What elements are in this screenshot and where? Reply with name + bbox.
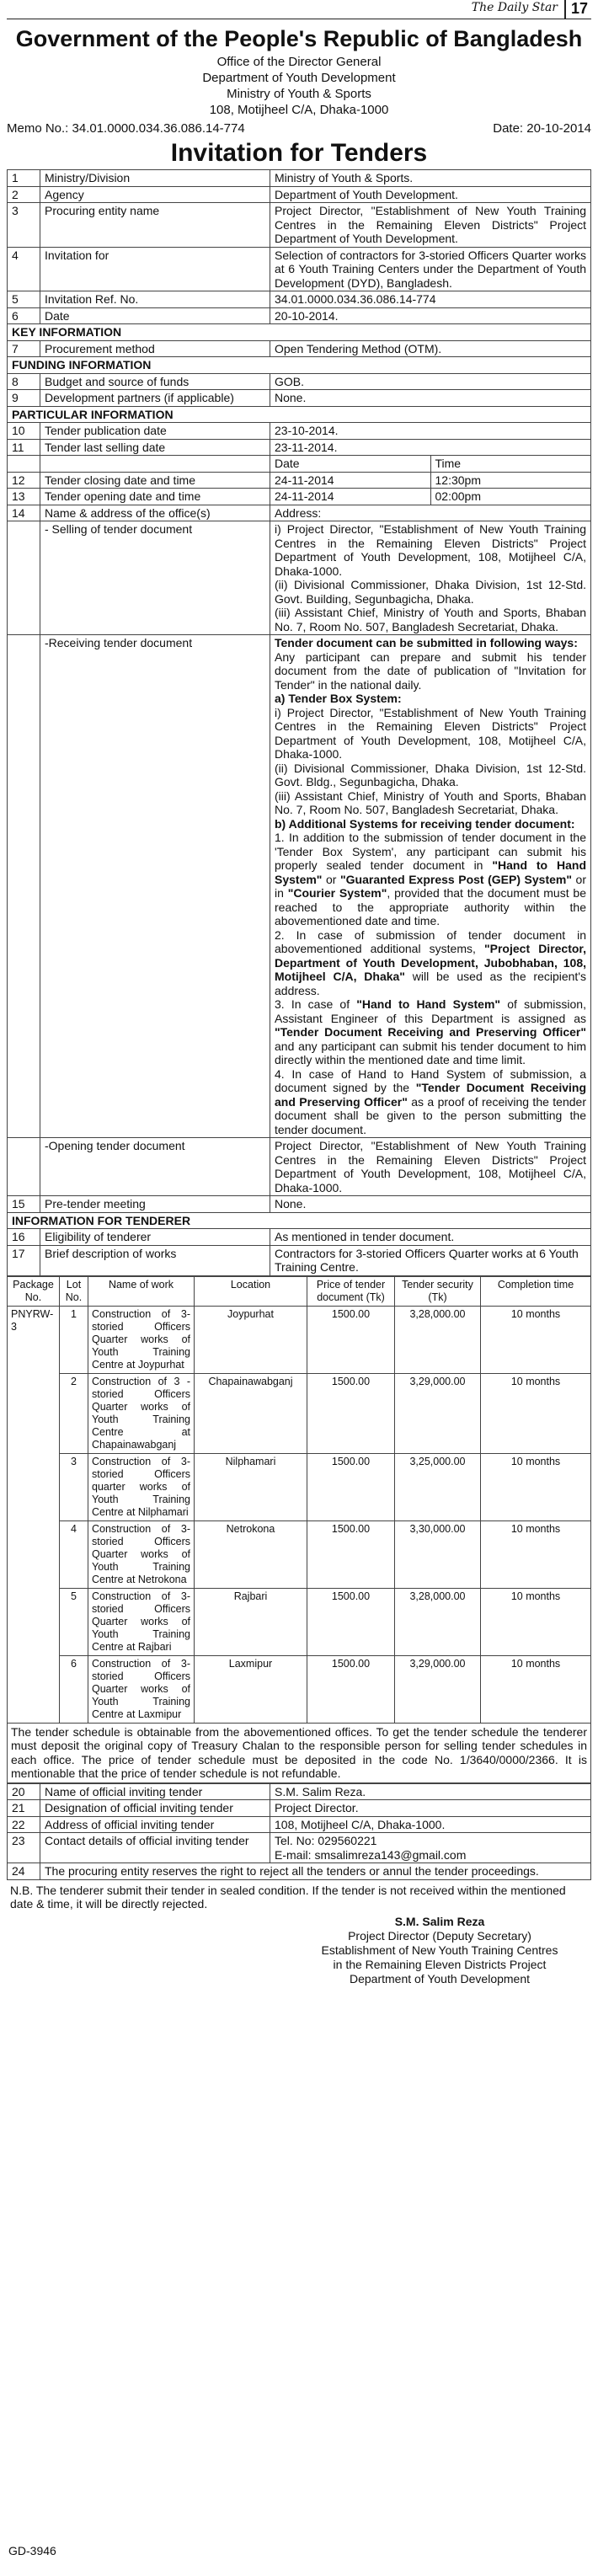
table-row [8, 1588, 591, 1655]
location: Joypurhat [195, 1306, 307, 1373]
row-number: 2 [8, 186, 40, 203]
location: Nilphamari [195, 1453, 307, 1520]
table-row [8, 186, 591, 203]
signatory-department: Department of Youth Development [349, 1971, 531, 1985]
completion-time: 10 months [481, 1588, 591, 1655]
row-value: 23-10-2014. [270, 423, 591, 440]
row-number: 13 [8, 489, 40, 505]
receiving-details [270, 635, 591, 1138]
document-price: 1500.00 [307, 1520, 395, 1588]
text-bold: "Courier System" [287, 886, 387, 900]
text: will be used as the recipient's address. [275, 970, 586, 997]
document-price: 1500.00 [307, 1588, 395, 1655]
date-column-header: Date [270, 456, 431, 473]
newspaper-masthead [7, 0, 591, 19]
completion-time: 10 months [481, 1453, 591, 1520]
text: , provided that the document must be reached to the appropriate authority within the abovementioned date and time. [275, 886, 586, 927]
row-value: 20-10-2014. [270, 307, 591, 324]
contact-phone: Tel. No: 029560221 [275, 1834, 377, 1847]
tender-security: 3,28,000.00 [395, 1588, 481, 1655]
lot-number: 5 [60, 1588, 88, 1655]
text-bold: "Hand to Hand System" [275, 858, 586, 886]
header-name-of-work: Name of work [88, 1276, 195, 1306]
row-label: Designation of official inviting tender [40, 1800, 270, 1817]
schedule-note: The tender schedule is obtainable from the abovementioned offices. To get the tender schedule the tenderer must deposit the original copy of Treasury Chalan to the responsible person for selling tender schedules in each office. The price of tender schedule must be deposited in the code No. 1/3640/0000/2366. It is mentionable that the price of tender schedule is not refundable. [7, 1724, 591, 1783]
table-row [8, 1196, 591, 1213]
table-row [8, 1783, 591, 1800]
document-price: 1500.00 [307, 1306, 395, 1373]
tender-security: 3,29,000.00 [395, 1655, 481, 1723]
work-name: Construction of 3-storied Officers Quarter works of Youth Training Centre at Laxmipur [88, 1655, 195, 1723]
notice-header [7, 26, 591, 168]
closing-date: 24-11-2014 [270, 472, 431, 489]
tender-security: 3,28,000.00 [395, 1306, 481, 1373]
empty-cell [8, 1138, 40, 1196]
table-row [8, 170, 591, 187]
receiving-intro: Any participant can prepare and submit his tender document from the date of publication of "Invitation for Tender" in the national daily. [275, 649, 586, 692]
row-number: 3 [8, 203, 40, 248]
section-particular-information: PARTICULAR INFORMATION [8, 406, 591, 423]
location: Netrokona [195, 1520, 307, 1588]
memo-date: Date: 20-10-2014 [493, 121, 591, 136]
row-label: Pre-tender meeting [40, 1196, 270, 1213]
row-label: Tender closing date and time [40, 472, 270, 489]
table-row [8, 1520, 591, 1588]
lot-number: 2 [60, 1373, 88, 1453]
date-time-header-row [8, 456, 591, 473]
row-value: Contractors for 3-storied Officers Quarter works at 6 Youth Training Centre. [270, 1245, 591, 1275]
row-label: Contact details of official inviting tender [40, 1833, 270, 1863]
location: Chapainawabganj [195, 1373, 307, 1453]
row-label: - Selling of tender document [40, 521, 270, 635]
table-row [8, 1655, 591, 1723]
table-row [8, 505, 591, 521]
text: 1. In addition to the submission of tender document in the 'Tender Box System', any participant can submit his properly sealed tender document in [275, 831, 586, 872]
table-row [8, 1816, 591, 1833]
table-row [8, 1800, 591, 1817]
text-bold: "Hand to Hand System" [356, 997, 501, 1011]
row-number: 23 [8, 1833, 40, 1863]
section-heading [8, 406, 591, 423]
row-label: Development partners (if applicable) [40, 390, 270, 407]
header-location: Location [195, 1276, 307, 1306]
table-row [8, 1863, 591, 1880]
row-value: Project Director. [270, 1800, 591, 1817]
package-number: PNYRW-3 [8, 1306, 60, 1723]
row-value: Ministry of Youth & Sports. [270, 170, 591, 187]
header-security: Tender security (Tk) [395, 1276, 481, 1306]
header-completion: Completion time [481, 1276, 591, 1306]
text-bold: "Project Director, Department of Youth Development, Jubobhaban, 108, Motijheel C/A, Dhaka" [275, 942, 586, 983]
tender-security: 3,30,000.00 [395, 1520, 481, 1588]
work-name: Construction of 3 -storied Officers Quarter works of Youth Training Centre at Chapainawabganj [88, 1373, 195, 1453]
closing-time: 12:30pm [430, 472, 591, 489]
empty-cell [8, 456, 40, 473]
additional-item-1 [275, 831, 586, 928]
section-information-for-tenderer: INFORMATION FOR TENDERER [8, 1212, 591, 1229]
completion-time: 10 months [481, 1306, 591, 1373]
receiving-office-row [8, 635, 591, 1138]
row-label: Tender last selling date [40, 439, 270, 456]
empty-cell [8, 521, 40, 635]
additional-item-3 [275, 997, 586, 1067]
row-label: -Opening tender document [40, 1138, 270, 1196]
empty-cell [8, 635, 40, 1138]
signatory-name: S.M. Salim Reza [394, 1914, 485, 1928]
address-item: (iii) Assistant Chief, Ministry of Youth and Sports, Bhaban No. 7, Room No. 507, Bangladesh Secretariat, Dhaka. [275, 788, 586, 816]
notice-title: Invitation for Tenders [170, 139, 428, 167]
table-row [8, 439, 591, 456]
completion-time: 10 months [481, 1655, 591, 1723]
address-item: i) Project Director, "Establishment of New Youth Training Centres in the Remaining Eleven Districts" Project Department of Youth Development, 108, Motijheel C/A, Dhaka-1000. [275, 705, 586, 761]
row-label: Invitation for [40, 247, 270, 291]
tender-info-table [7, 169, 591, 1276]
row-number: 16 [8, 1229, 40, 1246]
gd-number: GD-3946 [8, 2544, 56, 2557]
row-number: 20 [8, 1783, 40, 1800]
office-line: Office of the Director General [216, 55, 382, 69]
text-bold: "Guaranted Express Post (GEP) System" [340, 872, 572, 886]
department-line: Department of Youth Development [202, 71, 396, 85]
government-title: Government of the People's Republic of Bangladesh [15, 26, 583, 51]
text: or [322, 872, 340, 886]
address-item: (ii) Divisional Commissioner, Dhaka Division, 1st 12-Std. Govt. Building, Segunbagicha, Dhaka. [275, 578, 586, 606]
additional-item-2 [275, 928, 586, 998]
section-heading [8, 357, 591, 374]
additional-systems-heading: b) Additional Systems for receiving tender document: [275, 816, 575, 831]
selling-addresses [270, 521, 591, 635]
lot-number: 4 [60, 1520, 88, 1588]
text: as a proof of receiving the tender document shall be given to the person submitting the tender document. [275, 1094, 586, 1136]
row-value: GOB. [270, 373, 591, 390]
row-value: Project Director, "Establishment of New Youth Training Centres in the Remaining Eleven Districts" Project Department of Youth Development. [270, 203, 591, 248]
opening-time: 02:00pm [430, 489, 591, 505]
row-number: 12 [8, 472, 40, 489]
row-value: 34.01.0000.034.36.086.14-774 [270, 291, 591, 308]
table-row [8, 472, 591, 489]
document-price: 1500.00 [307, 1373, 395, 1453]
text: 3. In case of [275, 997, 357, 1011]
row-number: 8 [8, 373, 40, 390]
row-value: S.M. Salim Reza. [270, 1783, 591, 1800]
tender-box-heading: a) Tender Box System: [275, 692, 402, 705]
time-column-header: Time [430, 456, 591, 473]
row-value: None. [270, 1196, 591, 1213]
address-line: 108, Motijheel C/A, Dhaka-1000 [209, 103, 389, 117]
row-number: 21 [8, 1800, 40, 1817]
row-value: None. [270, 390, 591, 407]
row-label: Date [40, 307, 270, 324]
work-name: Construction of 3-storied Officers Quarter works of Youth Training Centre at Joypurhat [88, 1306, 195, 1373]
row-label: Eligibility of tenderer [40, 1229, 270, 1246]
tender-security: 3,25,000.00 [395, 1453, 481, 1520]
document-price: 1500.00 [307, 1655, 395, 1723]
lot-number: 6 [60, 1655, 88, 1723]
section-funding-information: FUNDING INFORMATION [8, 357, 591, 374]
ministry-line: Ministry of Youth & Sports [227, 87, 371, 101]
text: 2. In case of submission of tender document in abovementioned additional systems, [275, 927, 586, 955]
text: 4. In case of Hand to Hand System of submission, a document signed by the [275, 1066, 586, 1094]
row-label: Name of official inviting tender [40, 1783, 270, 1800]
text: of submission, Assistant Engineer of this Department is assigned as [275, 997, 586, 1025]
contact-email: E-mail: smsalimreza143@gmail.com [275, 1847, 467, 1862]
row-number: 11 [8, 439, 40, 456]
signature-block [288, 1915, 591, 1986]
row-label: Tender opening date and time [40, 489, 270, 505]
memo-number: Memo No.: 34.01.0000.034.36.086.14-774 [7, 121, 245, 136]
tender-security: 3,29,000.00 [395, 1373, 481, 1453]
lot-number: 1 [60, 1306, 88, 1373]
row-value: The procuring entity reserves the right to reject all the tenders or annul the tender proceedings. [40, 1863, 591, 1880]
official-table [7, 1783, 591, 1880]
row-number: 24 [8, 1863, 40, 1880]
work-name: Construction of 3-storied Officers Quarter works of Youth Training Centre at Rajbari [88, 1588, 195, 1655]
location: Rajbari [195, 1588, 307, 1655]
location: Laxmipur [195, 1655, 307, 1723]
row-label: -Receiving tender document [40, 635, 270, 1138]
row-value: Selection of contractors for 3-storied Officers Quarter works at 6 Youth Training Centers under the Department of Youth Development (DYD), Bangladesh. [270, 247, 591, 291]
row-number: 5 [8, 291, 40, 308]
row-number: 9 [8, 390, 40, 407]
row-number: 14 [8, 505, 40, 521]
signatory-project-line: Establishment of New Youth Training Centres [321, 1943, 558, 1957]
row-label: Address of official inviting tender [40, 1816, 270, 1833]
table-row [8, 1833, 591, 1863]
row-label: Procuring entity name [40, 203, 270, 248]
table-row [8, 1229, 591, 1246]
text: or in [275, 872, 586, 900]
address-item: (ii) Divisional Commissioner, Dhaka Division, 1st 12-Std. Govt. Bldg., Segunbagicha, Dhaka. [275, 761, 586, 788]
row-label: Brief description of works [40, 1245, 270, 1275]
row-number: 1 [8, 170, 40, 187]
table-row [8, 247, 591, 291]
address-item: (iii) Assistant Chief, Ministry of Youth and Sports, Bhaban No. 7, Room No. 507, Bangladesh Secretariat, Dhaka. [275, 606, 586, 633]
row-number: 22 [8, 1816, 40, 1833]
memo-row [7, 121, 591, 136]
row-number: 7 [8, 340, 40, 357]
row-value: Address: [270, 505, 591, 521]
table-row [8, 340, 591, 357]
table-row [8, 489, 591, 505]
row-value: Open Tendering Method (OTM). [270, 340, 591, 357]
row-label: Procurement method [40, 340, 270, 357]
text-bold: "Tender Document Receiving and Preserving Officer" [275, 1025, 586, 1039]
opening-date: 24-11-2014 [270, 489, 431, 505]
text-bold: "Tender Document Receiving and Preserving Officer" [275, 1081, 587, 1109]
row-number: 17 [8, 1245, 40, 1275]
page-number: 17 [564, 0, 588, 19]
receiving-heading: Tender document can be submitted in following ways: [275, 636, 578, 649]
package-table [7, 1276, 591, 1724]
header-lot-no: Lot No. [60, 1276, 88, 1306]
row-value: 23-11-2014. [270, 439, 591, 456]
text: and any participant can submit his tender document to him directly within the mentioned date and time limit. [275, 1039, 586, 1066]
section-heading [8, 324, 591, 341]
table-row [8, 203, 591, 248]
additional-item-4 [275, 1067, 586, 1137]
row-number: 6 [8, 307, 40, 324]
header-price: Price of tender document (Tk) [307, 1276, 395, 1306]
table-row [8, 1306, 591, 1373]
header-package-no: Package No. [8, 1276, 60, 1306]
completion-time: 10 months [481, 1373, 591, 1453]
section-heading [8, 1212, 591, 1229]
package-header-row [8, 1276, 591, 1306]
table-row [8, 373, 591, 390]
empty-cell [40, 456, 270, 473]
lot-number: 3 [60, 1453, 88, 1520]
selling-office-row [8, 521, 591, 635]
row-value: Project Director, "Establishment of New Youth Training Centres in the Remaining Eleven Districts" Project Department of Youth Development, 108, Motijheel C/A, Dhaka-1000. [270, 1138, 591, 1196]
address-item: i) Project Director, "Establishment of New Youth Training Centres in the Remaining Eleven Districts" Project Department of Youth Development, 108, Motijheel C/A, Dhaka-1000. [275, 522, 586, 578]
work-name: Construction of 3-storied Officers Quarter works of Youth Training Centre at Netrokona [88, 1520, 195, 1588]
row-value: 108, Motijheel C/A, Dhaka-1000. [270, 1816, 591, 1833]
row-label: Invitation Ref. No. [40, 291, 270, 308]
row-label: Tender publication date [40, 423, 270, 440]
newspaper-brand: The Daily Star [471, 1, 558, 14]
table-row [8, 1453, 591, 1520]
row-label: Budget and source of funds [40, 373, 270, 390]
signatory-project-line: in the Remaining Eleven Districts Project [333, 1957, 547, 1971]
table-row [8, 1245, 591, 1275]
row-label: Agency [40, 186, 270, 203]
section-key-information: KEY INFORMATION [8, 324, 591, 341]
table-row [8, 390, 591, 407]
signatory-designation: Project Director (Deputy Secretary) [348, 1928, 531, 1943]
row-value: Department of Youth Development. [270, 186, 591, 203]
row-number: 15 [8, 1196, 40, 1213]
row-number: 10 [8, 423, 40, 440]
table-row [8, 291, 591, 308]
row-value: As mentioned in tender document. [270, 1229, 591, 1246]
completion-time: 10 months [481, 1520, 591, 1588]
nb-note: N.B. The tenderer submit their tender in sealed condition. If the tender is not received within the mentioned date & time, it will be directly rejected. [10, 1883, 566, 1911]
table-row [8, 423, 591, 440]
table-row [8, 1373, 591, 1453]
row-label: Name & address of the office(s) [40, 505, 270, 521]
work-name: Construction of 3-storied Officers quarter works of Youth Training Centre at Nilphamari [88, 1453, 195, 1520]
contact-details [270, 1833, 591, 1863]
opening-office-row [8, 1138, 591, 1196]
row-label: Ministry/Division [40, 170, 270, 187]
document-price: 1500.00 [307, 1453, 395, 1520]
row-number: 4 [8, 247, 40, 291]
table-row [8, 307, 591, 324]
